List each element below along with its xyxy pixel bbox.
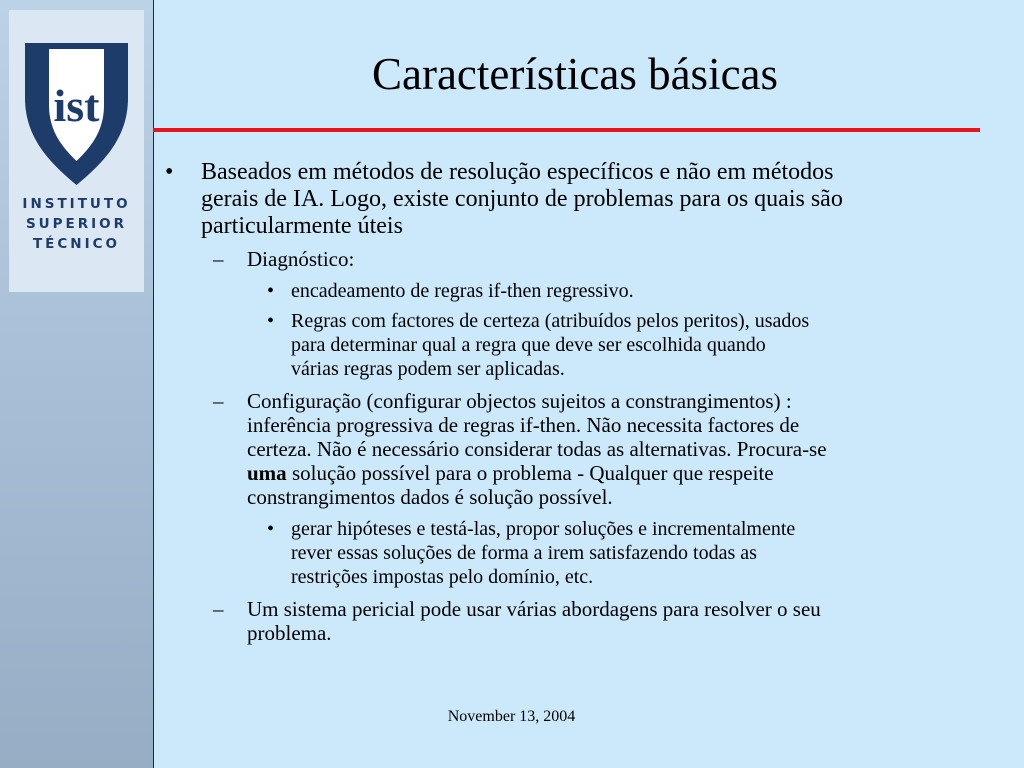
title-divider bbox=[153, 128, 980, 132]
bullet-1-line-3: particularmente úteis bbox=[201, 213, 403, 239]
dash-2-line-1: Configuração (configurar objectos sujeitos a constrangimentos) : bbox=[247, 389, 792, 413]
bullet-1-line-2: gerais de IA. Logo, existe conjunto de problemas para os quais são bbox=[201, 186, 843, 212]
sidebar bbox=[0, 0, 154, 768]
bullet-marker: • bbox=[165, 159, 174, 185]
dash-2-line-4-rest: solução possível para o problema - Qualquer que respeite bbox=[286, 461, 774, 485]
ist-shield-icon bbox=[23, 43, 130, 185]
dash-2-line-2: inferência progressiva de regras if-then. Não necessita factores de bbox=[247, 413, 800, 437]
sub-2-line-1: Regras com factores de certeza (atribuídos pelos peritos), usados bbox=[291, 310, 810, 332]
dash-1-line: Diagnóstico: bbox=[247, 247, 355, 271]
sub-bullet-marker: • bbox=[267, 280, 275, 302]
dash-2-line-5: constrangimentos dados é solução possível. bbox=[247, 485, 613, 509]
bullet-1-line-1: Baseados em métodos de resolução específicos e não em métodos bbox=[201, 159, 834, 185]
slide-title: Características básicas bbox=[371, 49, 779, 99]
sub-3-line-1: gerar hipóteses e testá-las, propor soluções e incrementalmente bbox=[291, 518, 796, 540]
emphasis-uma: uma bbox=[247, 461, 287, 485]
sub-3-line-2: rever essas soluções de forma a irem satisfazendo todas as bbox=[291, 542, 757, 564]
dash-2-line-4 bbox=[247, 461, 774, 485]
dash-2-line-3: certeza. Não é necessário considerar todas as alternativas. Procura-se bbox=[247, 437, 827, 461]
slide-footer-date: November 13, 2004 bbox=[447, 708, 576, 725]
sub-2-line-3: várias regras podem ser aplicadas. bbox=[291, 358, 565, 380]
logo-emblem-text: ist bbox=[53, 80, 100, 131]
logo-line-3: TÉCNICO bbox=[32, 236, 121, 252]
dash-3-line-1: Um sistema pericial pode usar várias abordagens para resolver o seu bbox=[247, 597, 821, 621]
ist-logo bbox=[9, 10, 144, 292]
sub-2-line-2: para determinar qual a regra que deve ser escolhida quando bbox=[291, 334, 766, 356]
dash-marker: – bbox=[213, 247, 224, 271]
sub-1-line: encadeamento de regras if-then regressivo. bbox=[291, 280, 634, 302]
sub-bullet-marker: • bbox=[267, 310, 275, 332]
logo-line-2: SUPERIOR bbox=[25, 216, 128, 232]
sub-3-line-3: restrições impostas pelo domínio, etc. bbox=[291, 566, 594, 588]
dash-3-line-2: problema. bbox=[247, 621, 332, 645]
dash-marker: – bbox=[213, 597, 224, 621]
dash-marker: – bbox=[213, 389, 224, 413]
logo-line-1: INSTITUTO bbox=[22, 196, 131, 212]
sub-bullet-marker: • bbox=[267, 518, 275, 540]
